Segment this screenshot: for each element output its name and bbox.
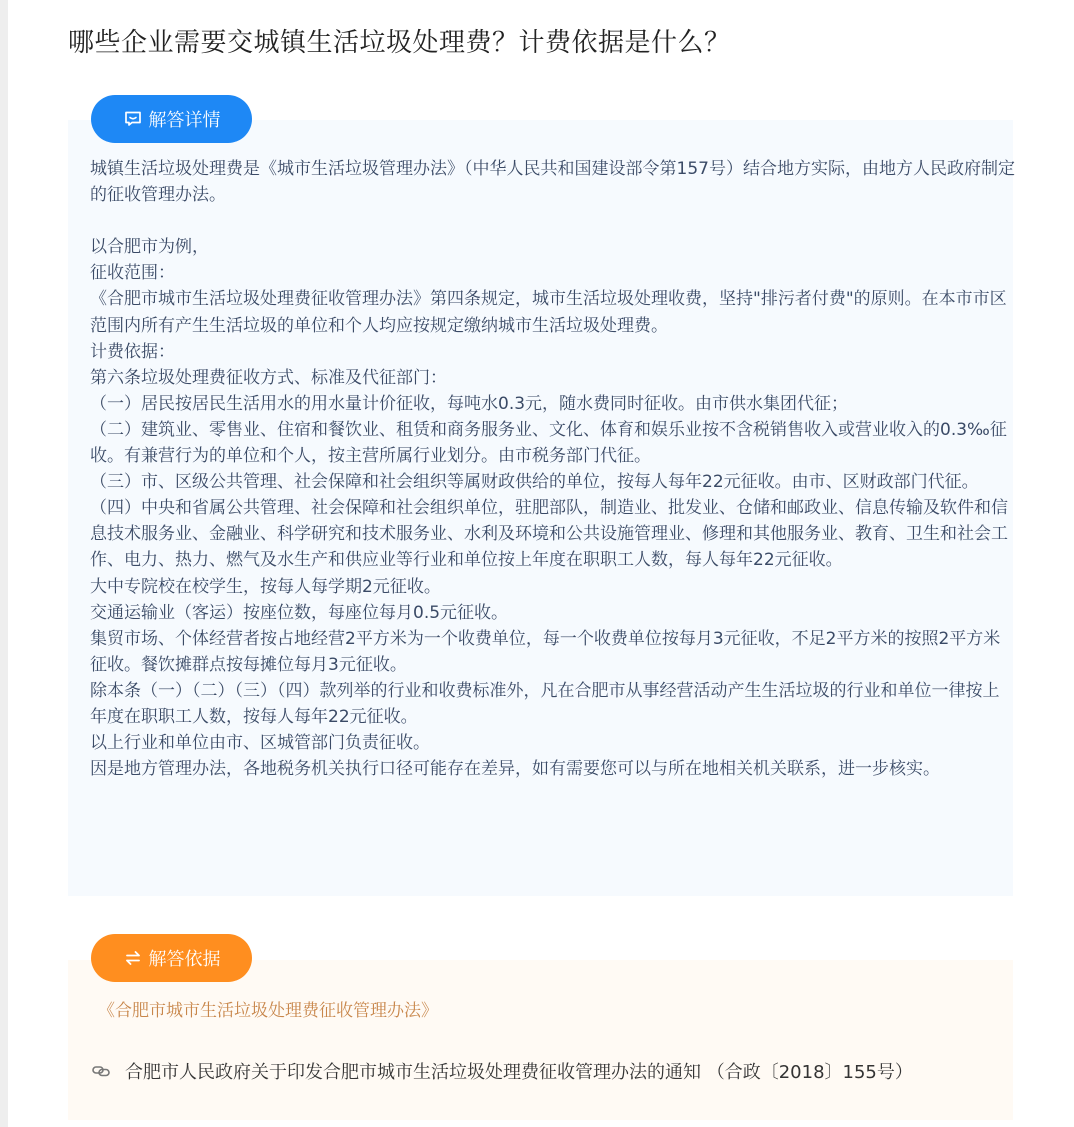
answer-paragraph: （四）中央和省属公共管理、社会保障和社会组织单位，驻肥部队，制造业、批发业、仓储和邮政业、信息传输及软件和信息技术服务业、金融业、科学研究和技术服务业、水利及环境和公共设施管理业、修理和其他服务业、教育、卫生和社会工作、电力、热力、燃气及水生产和供应业等行业和单位按上年度在职职工人数，每人每年22元征收。 — [90, 498, 1008, 571]
answer-paragraph: 征收范围： — [90, 263, 175, 284]
answer-basis-label: 解答依据 — [148, 949, 221, 970]
answer-paragraph: 计费依据： — [90, 341, 175, 362]
answer-paragraph: 因是地方管理办法，各地税务机关执行口径可能存在差异，如有需要您可以与所在地相关机关联系，进一步核实。 — [90, 759, 940, 780]
answer-paragraph: 以上行业和单位由市、区城管部门负责征收。 — [90, 733, 430, 754]
answer-paragraph: 《合肥市城市生活垃圾处理费征收管理办法》第四条规定，城市生活垃圾处理收费，坚持"排污者付费"的原则。在本市市区范围内所有产生生活垃圾的单位和个人均应按规定缴纳城市生活垃圾处理费。 — [90, 289, 1007, 336]
answer-blank-line — [90, 208, 1016, 234]
answer-paragraph: （三）市、区级公共管理、社会保障和社会组织等属财政供给的单位，按每人每年22元征收。由市、区财政部门代征。 — [90, 472, 979, 493]
answer-paragraph: 大中专院校在校学生，按每人每学期2元征收。 — [90, 576, 441, 597]
answer-basis-tab[interactable] — [91, 934, 252, 982]
answer-detail-label: 解答详情 — [148, 110, 221, 131]
link-icon — [91, 1061, 111, 1081]
swap-arrows-icon — [123, 948, 143, 968]
left-scroll-gutter — [0, 0, 8, 1127]
notice-link-text[interactable]: 合肥市人民政府关于印发合肥市城市生活垃圾处理费征收管理办法的通知 （合政〔2018〕155号） — [125, 1062, 913, 1083]
answer-paragraph: 集贸市场、个体经营者按占地经营2平方米为一个收费单位，每一个收费单位按每月3元征收，不足2平方米的按照2平方米征收。餐饮摊群点按每摊位每月3元征收。 — [90, 628, 1001, 675]
answer-paragraph: 交通运输业（客运）按座位数，每座位每月0.5元征收。 — [90, 602, 509, 623]
answer-basis-panel — [68, 960, 1013, 1120]
notice-link[interactable] — [91, 1058, 913, 1084]
answer-paragraph: （一）居民按居民生活用水的用水量计价征收，每吨水0.3元，随水费同时征收。由市供水集团代征； — [90, 393, 849, 414]
chat-bubble-icon — [123, 109, 143, 129]
page-title: 哪些企业需要交城镇生活垃圾处理费？计费依据是什么？ — [68, 28, 731, 58]
answer-paragraph: 第六条垃圾处理费征收方式、标准及代征部门： — [90, 367, 447, 388]
answer-detail-tab[interactable] — [91, 95, 252, 143]
answer-paragraph: 除本条（一）（二）（三）（四）款列举的行业和收费标准外，凡在合肥市从事经营活动产生生活垃圾的行业和单位一律按上年度在职职工人数，按每人每年22元征收。 — [90, 680, 1000, 727]
answer-paragraph: 以合肥市为例， — [90, 237, 209, 258]
answer-body — [90, 156, 1016, 782]
answer-paragraph: 城镇生活垃圾处理费是《城市生活垃圾管理办法》（中华人民共和国建设部令第157号）结合地方实际，由地方人民政府制定的征收管理办法。 — [90, 159, 1015, 206]
answer-paragraph: （二）建筑业、零售业、住宿和餐饮业、租赁和商务服务业、文化、体育和娱乐业按不含税销售收入或营业收入的0.3‰征收。有兼营行为的单位和个人，按主营所属行业划分。由市税务部门代征。 — [90, 419, 1007, 467]
basis-document-title: 《合肥市城市生活垃圾处理费征收管理办法》 — [98, 1001, 438, 1021]
